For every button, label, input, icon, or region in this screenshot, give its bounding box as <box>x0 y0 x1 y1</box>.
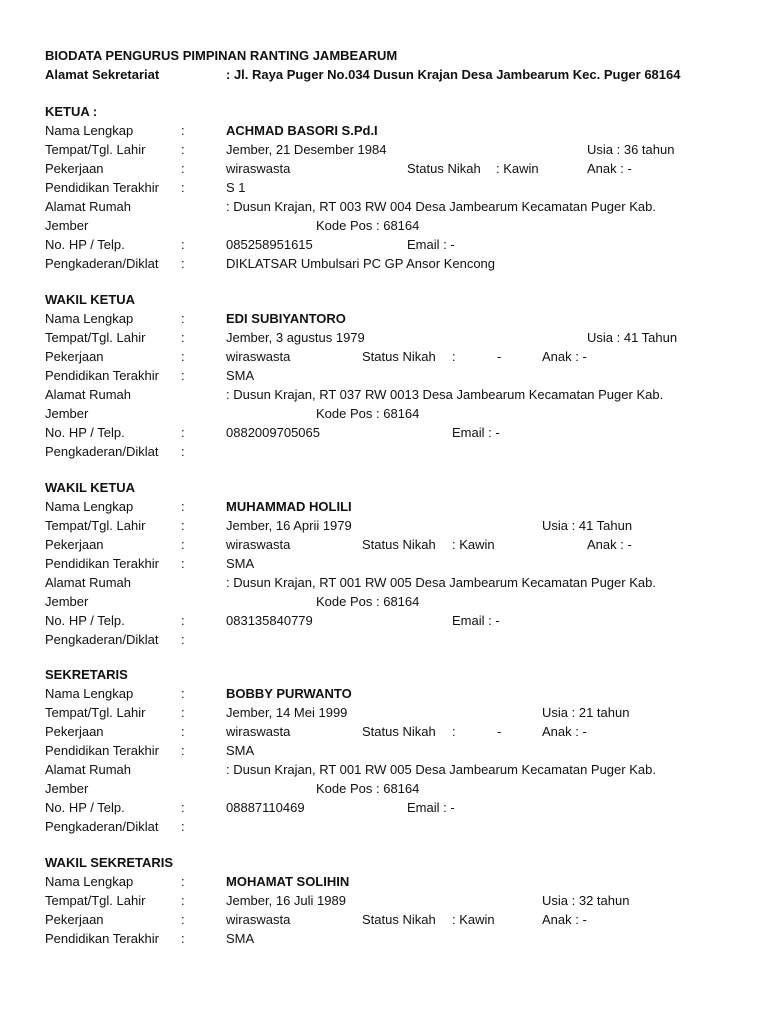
member-3-pendidikan-label: Pendidikan Terakhir <box>45 743 159 758</box>
member-0-alamat-label: Alamat Rumah <box>45 199 131 214</box>
member-4-pekerjaan-value: wiraswasta <box>226 912 291 927</box>
member-1-diklat-colon: : <box>181 444 185 459</box>
member-0-ttl-label: Tempat/Tgl. Lahir <box>45 142 146 157</box>
member-2-alamat-value: : Dusun Krajan, RT 001 RW 005 Desa Jambearum Kecamatan Puger Kab. <box>226 575 656 590</box>
member-2-alamat-label: Alamat Rumah <box>45 575 131 590</box>
member-1-nama-value: EDI SUBIYANTORO <box>226 311 346 326</box>
member-1-status-dash: - <box>497 349 502 364</box>
member-0-pendidikan-value: S 1 <box>226 180 246 195</box>
member-4-usia-value: Usia : 32 tahun <box>542 893 630 908</box>
member-2-kode-pos: Kode Pos : 68164 <box>316 594 420 609</box>
member-4-ttl-label: Tempat/Tgl. Lahir <box>45 893 146 908</box>
member-2-alamat-city: Jember <box>45 594 89 609</box>
member-2-role-heading: WAKIL KETUA <box>45 480 136 495</box>
member-4-status-value: : Kawin <box>452 912 495 927</box>
member-0-anak-value: Anak : - <box>587 161 632 176</box>
member-4-pendidikan-value: SMA <box>226 931 255 946</box>
member-3-ttl-colon: : <box>181 705 185 720</box>
member-4-ttl-colon: : <box>181 893 185 908</box>
member-1-nama-label: Nama Lengkap <box>45 311 134 326</box>
member-1-hp-value: 0882009705065 <box>226 425 320 440</box>
member-0-diklat-label: Pengkaderan/Diklat <box>45 256 159 271</box>
member-0-hp-label: No. HP / Telp. <box>45 237 125 252</box>
member-2-status-value: : Kawin <box>452 537 495 552</box>
member-3-kode-pos: Kode Pos : 68164 <box>316 781 420 796</box>
member-0-pendidikan-colon: : <box>181 180 185 195</box>
member-0-diklat-value: DIKLATSAR Umbulsari PC GP Ansor Kencong <box>226 256 496 271</box>
member-3-hp-label: No. HP / Telp. <box>45 800 125 815</box>
member-0-status-value: : Kawin <box>496 161 539 176</box>
member-1-kode-pos: Kode Pos : 68164 <box>316 406 420 421</box>
member-1-email-value: Email : - <box>452 425 500 440</box>
member-3-pekerjaan-label: Pekerjaan <box>45 724 104 739</box>
member-4-nama-colon: : <box>181 874 185 889</box>
member-3-pekerjaan-value: wiraswasta <box>226 724 291 739</box>
member-0-usia-value: Usia : 36 tahun <box>587 142 675 157</box>
member-1-role-heading: WAKIL KETUA <box>45 292 136 307</box>
member-0-ttl-value: Jember, 21 Desember 1984 <box>226 142 387 157</box>
member-1-alamat-label: Alamat Rumah <box>45 387 131 402</box>
member-1-ttl-value: Jember, 3 agustus 1979 <box>226 330 365 345</box>
member-2-nama-value: MUHAMMAD HOLILI <box>226 499 352 514</box>
member-2-ttl-value: Jember, 16 Aprii 1979 <box>226 518 352 533</box>
member-0-kode-pos: Kode Pos : 68164 <box>316 218 420 233</box>
member-1-pekerjaan-label: Pekerjaan <box>45 349 104 364</box>
member-1-pekerjaan-value: wiraswasta <box>226 349 291 364</box>
member-2-nama-label: Nama Lengkap <box>45 499 134 514</box>
member-2-email-value: Email : - <box>452 613 500 628</box>
member-4-pekerjaan-label: Pekerjaan <box>45 912 104 927</box>
member-3-nama-value: BOBBY PURWANTO <box>226 686 352 701</box>
member-3-pendidikan-colon: : <box>181 743 185 758</box>
member-2-hp-value: 083135840779 <box>226 613 313 628</box>
member-3-hp-value: 08887110469 <box>226 800 305 815</box>
member-0-hp-value: 085258951615 <box>226 237 313 252</box>
member-0-ttl-colon: : <box>181 142 185 157</box>
member-1-pekerjaan-colon: : <box>181 349 185 364</box>
member-4-pekerjaan-colon: : <box>181 912 185 927</box>
member-0-email-value: Email : - <box>407 237 455 252</box>
member-1-ttl-label: Tempat/Tgl. Lahir <box>45 330 146 345</box>
member-1-hp-label: No. HP / Telp. <box>45 425 125 440</box>
member-1-anak-value: Anak : - <box>542 349 587 364</box>
secretariat-address-label: Alamat Sekretariat <box>45 67 160 82</box>
member-2-pendidikan-colon: : <box>181 556 185 571</box>
member-4-status-label: Status Nikah <box>362 912 436 927</box>
member-3-ttl-value: Jember, 14 Mei 1999 <box>226 705 348 720</box>
member-1-diklat-label: Pengkaderan/Diklat <box>45 444 159 459</box>
member-4-role-heading: WAKIL SEKRETARIS <box>45 855 174 870</box>
member-3-status-label: Status Nikah <box>362 724 436 739</box>
member-0-hp-colon: : <box>181 237 185 252</box>
member-2-status-label: Status Nikah <box>362 537 436 552</box>
member-2-pekerjaan-colon: : <box>181 537 185 552</box>
member-3-email-value: Email : - <box>407 800 455 815</box>
member-0-pekerjaan-colon: : <box>181 161 185 176</box>
member-0-nama-colon: : <box>181 123 185 138</box>
member-3-status-value: : <box>452 724 456 739</box>
member-1-status-value: : <box>452 349 456 364</box>
member-4-pendidikan-label: Pendidikan Terakhir <box>45 931 159 946</box>
member-1-alamat-city: Jember <box>45 406 89 421</box>
member-2-diklat-colon: : <box>181 632 185 647</box>
member-2-pekerjaan-label: Pekerjaan <box>45 537 104 552</box>
member-4-nama-value: MOHAMAT SOLIHIN <box>226 874 350 889</box>
member-1-nama-colon: : <box>181 311 185 326</box>
member-3-nama-label: Nama Lengkap <box>45 686 134 701</box>
member-2-usia-value: Usia : 41 Tahun <box>542 518 633 533</box>
member-2-ttl-colon: : <box>181 518 185 533</box>
member-3-alamat-label: Alamat Rumah <box>45 762 131 777</box>
member-2-ttl-label: Tempat/Tgl. Lahir <box>45 518 146 533</box>
member-1-usia-value: Usia : 41 Tahun <box>587 330 678 345</box>
member-1-pendidikan-value: SMA <box>226 368 255 383</box>
member-0-diklat-colon: : <box>181 256 185 271</box>
member-0-pendidikan-label: Pendidikan Terakhir <box>45 180 159 195</box>
member-2-pekerjaan-value: wiraswasta <box>226 537 291 552</box>
member-2-pendidikan-label: Pendidikan Terakhir <box>45 556 159 571</box>
member-2-nama-colon: : <box>181 499 185 514</box>
member-3-hp-colon: : <box>181 800 185 815</box>
member-2-pendidikan-value: SMA <box>226 556 255 571</box>
member-0-alamat-value: : Dusun Krajan, RT 003 RW 004 Desa Jambearum Kecamatan Puger Kab. <box>226 199 656 214</box>
member-3-pendidikan-value: SMA <box>226 743 255 758</box>
member-0-nama-label: Nama Lengkap <box>45 123 134 138</box>
member-3-usia-value: Usia : 21 tahun <box>542 705 630 720</box>
member-3-anak-value: Anak : - <box>542 724 587 739</box>
member-3-alamat-value: : Dusun Krajan, RT 001 RW 005 Desa Jambearum Kecamatan Puger Kab. <box>226 762 656 777</box>
member-3-pekerjaan-colon: : <box>181 724 185 739</box>
secretariat-address-value: : Jl. Raya Puger No.034 Dusun Krajan Desa Jambearum Kec. Puger 68164 <box>226 67 681 82</box>
member-0-role-heading: KETUA : <box>45 104 98 119</box>
member-1-pendidikan-colon: : <box>181 368 185 383</box>
member-2-hp-label: No. HP / Telp. <box>45 613 125 628</box>
member-0-pekerjaan-label: Pekerjaan <box>45 161 104 176</box>
member-0-alamat-city: Jember <box>45 218 89 233</box>
member-0-nama-value: ACHMAD BASORI S.Pd.I <box>226 123 378 138</box>
member-2-anak-value: Anak : - <box>587 537 632 552</box>
member-3-diklat-label: Pengkaderan/Diklat <box>45 819 159 834</box>
member-3-nama-colon: : <box>181 686 185 701</box>
member-3-ttl-label: Tempat/Tgl. Lahir <box>45 705 146 720</box>
member-4-anak-value: Anak : - <box>542 912 587 927</box>
member-3-role-heading: SEKRETARIS <box>45 667 128 682</box>
member-2-diklat-label: Pengkaderan/Diklat <box>45 632 159 647</box>
member-1-hp-colon: : <box>181 425 185 440</box>
member-3-alamat-city: Jember <box>45 781 89 796</box>
member-1-status-label: Status Nikah <box>362 349 436 364</box>
member-4-nama-label: Nama Lengkap <box>45 874 134 889</box>
document-title: BIODATA PENGURUS PIMPINAN RANTING JAMBEARUM <box>45 48 398 63</box>
member-3-diklat-colon: : <box>181 819 185 834</box>
member-3-status-dash: - <box>497 724 502 739</box>
member-4-ttl-value: Jember, 16 Juli 1989 <box>226 893 346 908</box>
member-0-pekerjaan-value: wiraswasta <box>226 161 291 176</box>
member-2-hp-colon: : <box>181 613 185 628</box>
member-1-pendidikan-label: Pendidikan Terakhir <box>45 368 159 383</box>
member-1-alamat-value: : Dusun Krajan, RT 037 RW 0013 Desa Jambearum Kecamatan Puger Kab. <box>226 387 664 402</box>
member-0-status-label: Status Nikah <box>407 161 481 176</box>
member-4-pendidikan-colon: : <box>181 931 185 946</box>
member-1-ttl-colon: : <box>181 330 185 345</box>
